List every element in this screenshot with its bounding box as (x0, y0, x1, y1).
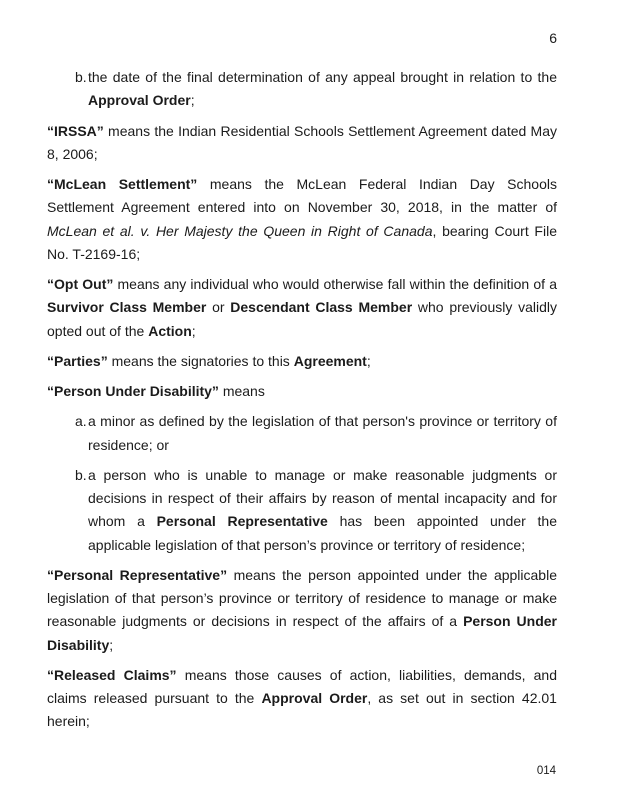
text-segment: “Personal Representative” (47, 566, 228, 583)
document-body (47, 66, 557, 734)
text-segment: “Opt Out” (47, 276, 114, 292)
text-segment: the date of the final determination of any appeal brought in relation to the (88, 69, 557, 85)
list-marker: b. (75, 69, 87, 85)
text-segment: means the Indian Residential Schools Settlement Agreement dated May 8, 2006; (47, 122, 557, 162)
text-segment: who previously validly opted out of the (47, 299, 557, 339)
text-segment: a person who is unable to manage or make reasonable judgments or decisions in respect of their affairs by reason of mental incapacity and for whom a (88, 466, 557, 530)
text-segment: McLean et al. v. Her Majesty the Queen in Right of Canada (47, 222, 433, 239)
page-number: 6 (549, 30, 557, 46)
text-segment: means (218, 383, 265, 399)
list-marker: b. (75, 466, 87, 483)
text-segment: or (206, 299, 231, 316)
paragraph (47, 664, 557, 734)
text-segment: “Parties” (47, 352, 108, 369)
text-segment: means the McLean Federal Indian Day Schools Settlement Agreement entered into on November 30, 2018, in the matter of (47, 176, 557, 216)
list-item (47, 66, 557, 113)
text-segment: Personal Representative (156, 513, 328, 530)
list-marker: a. (75, 413, 87, 430)
text-segment: Approval Order (261, 690, 368, 706)
text-segment: “Released Claims” (47, 666, 177, 683)
text-segment: ; (190, 92, 195, 109)
text-segment: Person Under Disability (47, 613, 557, 653)
text-segment: Survivor Class Member (47, 299, 207, 316)
paragraph (47, 564, 557, 657)
text-segment: a minor as defined by the legislation of that person's province or territory of residence; or (88, 413, 557, 453)
text-segment: “Person Under Disability” (47, 383, 219, 399)
paragraph (47, 273, 557, 343)
text-segment: Approval Order (88, 92, 191, 109)
list-item (47, 410, 557, 457)
text-segment: means the person appointed under the applicable legislation of that person’s province or territory of residence to manage or make reasonable judgments or decisions in respect of the affairs of a (47, 566, 557, 630)
text-segment: ; (109, 636, 114, 653)
text-segment: Action (148, 322, 192, 339)
paragraph (47, 120, 557, 167)
text-segment: means those causes of action, liabilities, demands, and claims released pursuant to the (47, 666, 557, 706)
text-segment: “McLean Settlement” (47, 176, 198, 192)
text-segment: means any individual who would otherwise fall within the definition of a (113, 276, 557, 292)
paragraph (47, 173, 557, 266)
list-item (47, 464, 557, 557)
paragraph (47, 350, 557, 373)
text-segment: means the signatories to this (107, 352, 294, 369)
text-segment: has been appointed under the applicable legislation of that person’s province or territory of residence; (88, 513, 557, 553)
text-segment: , bearing Court File No. T-2169-16; (47, 222, 557, 262)
text-segment: “IRSSA” (47, 122, 104, 139)
text-segment: , as set out in section 42.01 herein; (47, 690, 557, 730)
text-segment: Agreement (293, 352, 367, 369)
text-segment: ; (191, 322, 196, 339)
paragraph (47, 380, 557, 403)
footer-page-stamp: 014 (536, 765, 556, 777)
text-segment: ; (366, 352, 371, 369)
text-segment: Descendant Class Member (230, 299, 413, 316)
